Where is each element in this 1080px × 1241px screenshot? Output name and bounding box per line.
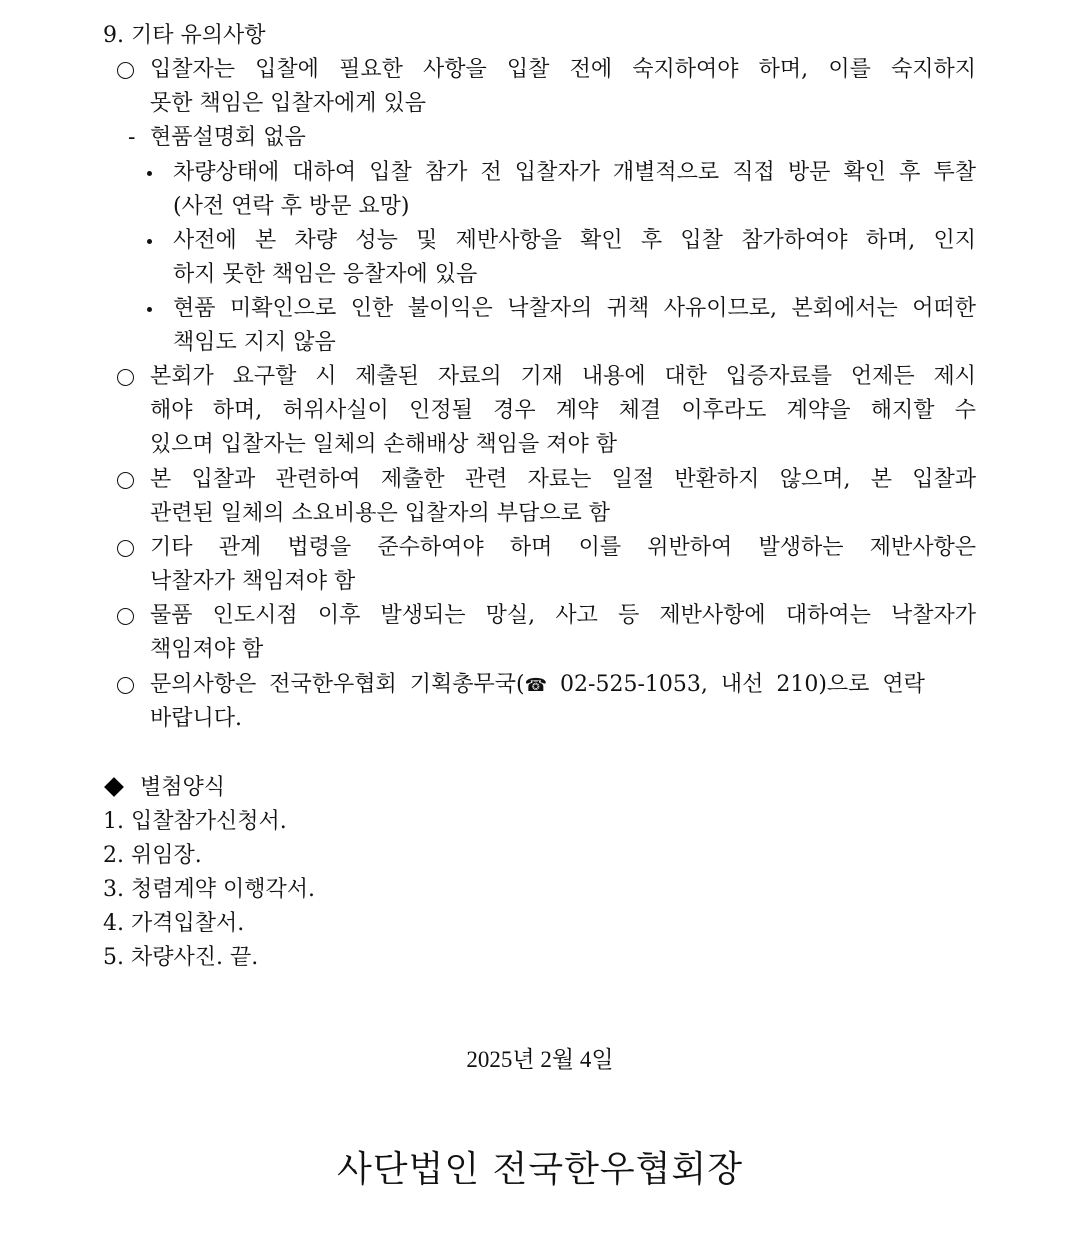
circle-bullet-icon <box>117 540 134 557</box>
notice-line: 책임져야 함 <box>150 637 264 662</box>
attachment-item <box>103 907 244 941</box>
section-number: 9. <box>103 23 124 48</box>
attachment-number: 3. <box>103 877 124 902</box>
notice-line: 사전에 본 차량 성능 및 제반사항을 확인 후 입찰 참가하여야 하며, 인지 <box>173 228 976 253</box>
notice-line: 기타 관계 법령을 준수하여야 하며 이를 위반하여 발생하는 제반사항은 <box>150 535 976 560</box>
attachment-number: 4. <box>103 911 124 936</box>
notice-line: 하지 못한 책임은 응찰자에 있음 <box>173 262 478 287</box>
attachment-label: 차량사진. 끝. <box>131 945 259 970</box>
attachment-number: 5. <box>103 945 124 970</box>
circle-bullet-icon <box>117 369 134 386</box>
document-date: 2025년 2월 4일 <box>466 1047 614 1072</box>
notice-line: 입찰자는 입찰에 필요한 사항을 입찰 전에 숙지하여야 하며, 이를 숙지하지 <box>150 57 976 82</box>
attachment-label: 위임장. <box>131 843 202 868</box>
notice-line: 낙찰자가 책임져야 함 <box>150 569 356 594</box>
notice-line: 못한 책임은 입찰자에게 있음 <box>150 91 427 116</box>
signature-organization: 사단법인 전국한우협회장 <box>337 1149 743 1190</box>
notice-line: 해야 하며, 허위사실이 인정될 경우 계약 체결 이후라도 계약을 해지할 수 <box>150 398 976 423</box>
phone-icon: ☎ <box>524 675 548 696</box>
dot-bullet-icon <box>147 239 152 244</box>
notice-line: 본회가 요구할 시 제출된 자료의 기재 내용에 대한 입증자료를 언제든 제시 <box>150 364 976 389</box>
diamond-bullet-icon <box>104 777 124 797</box>
notice-line: 책임도 지지 않음 <box>173 330 336 355</box>
notice-line: 있으며 입찰자는 일체의 손해배상 책임을 져야 함 <box>150 432 618 457</box>
notice-line: 물품 인도시점 이후 발생되는 망실, 사고 등 제반사항에 대하여는 낙찰자가 <box>150 603 976 628</box>
attachment-item <box>103 805 287 839</box>
attachment-item <box>103 873 315 907</box>
dot-bullet-icon <box>147 307 152 312</box>
circle-bullet-icon <box>117 62 134 79</box>
attachment-item <box>103 941 258 975</box>
attachment-label: 청렴계약 이행각서. <box>131 877 316 902</box>
circle-bullet-icon <box>117 608 134 625</box>
attachment-label: 가격입찰서. <box>131 911 245 936</box>
notice-line: 바랍니다. <box>150 706 243 731</box>
circle-bullet-icon <box>117 472 134 489</box>
contact-text: 문의사항은 전국한우협회 기획총무국(☎ 02-525-1053, 내선 210)으로 연락 <box>150 672 925 697</box>
contact-line <box>150 668 976 703</box>
notice-subheading: 현품설명회 없음 <box>150 125 306 150</box>
section-heading <box>103 19 266 53</box>
dot-bullet-icon <box>147 171 152 176</box>
attachment-number: 2. <box>103 843 124 868</box>
dash-bullet-icon: - <box>128 125 136 150</box>
attachment-item <box>103 839 202 873</box>
circle-bullet-icon <box>117 677 134 694</box>
contact-number: 02-525-1053, 내선 210)으로 연락 <box>547 672 925 697</box>
attachments-title: 별첨양식 <box>140 775 226 800</box>
attachment-number: 1. <box>103 809 124 834</box>
notice-line: 차량상태에 대하여 입찰 참가 전 입찰자가 개별적으로 직접 방문 확인 후 투찰 <box>173 160 976 185</box>
notice-line: 현품 미확인으로 인한 불이익은 낙찰자의 귀책 사유이므로, 본회에서는 어떠한 <box>173 296 976 321</box>
attachment-label: 입찰참가신청서. <box>131 809 287 834</box>
section-title: 기타 유의사항 <box>131 23 266 48</box>
notice-line: 관련된 일체의 소요비용은 입찰자의 부담으로 함 <box>150 501 611 526</box>
notice-line: 본 입찰과 관련하여 제출한 관련 자료는 일절 반환하지 않으며, 본 입찰과 <box>150 467 976 492</box>
notice-line: (사전 연락 후 방문 요망) <box>173 194 410 219</box>
